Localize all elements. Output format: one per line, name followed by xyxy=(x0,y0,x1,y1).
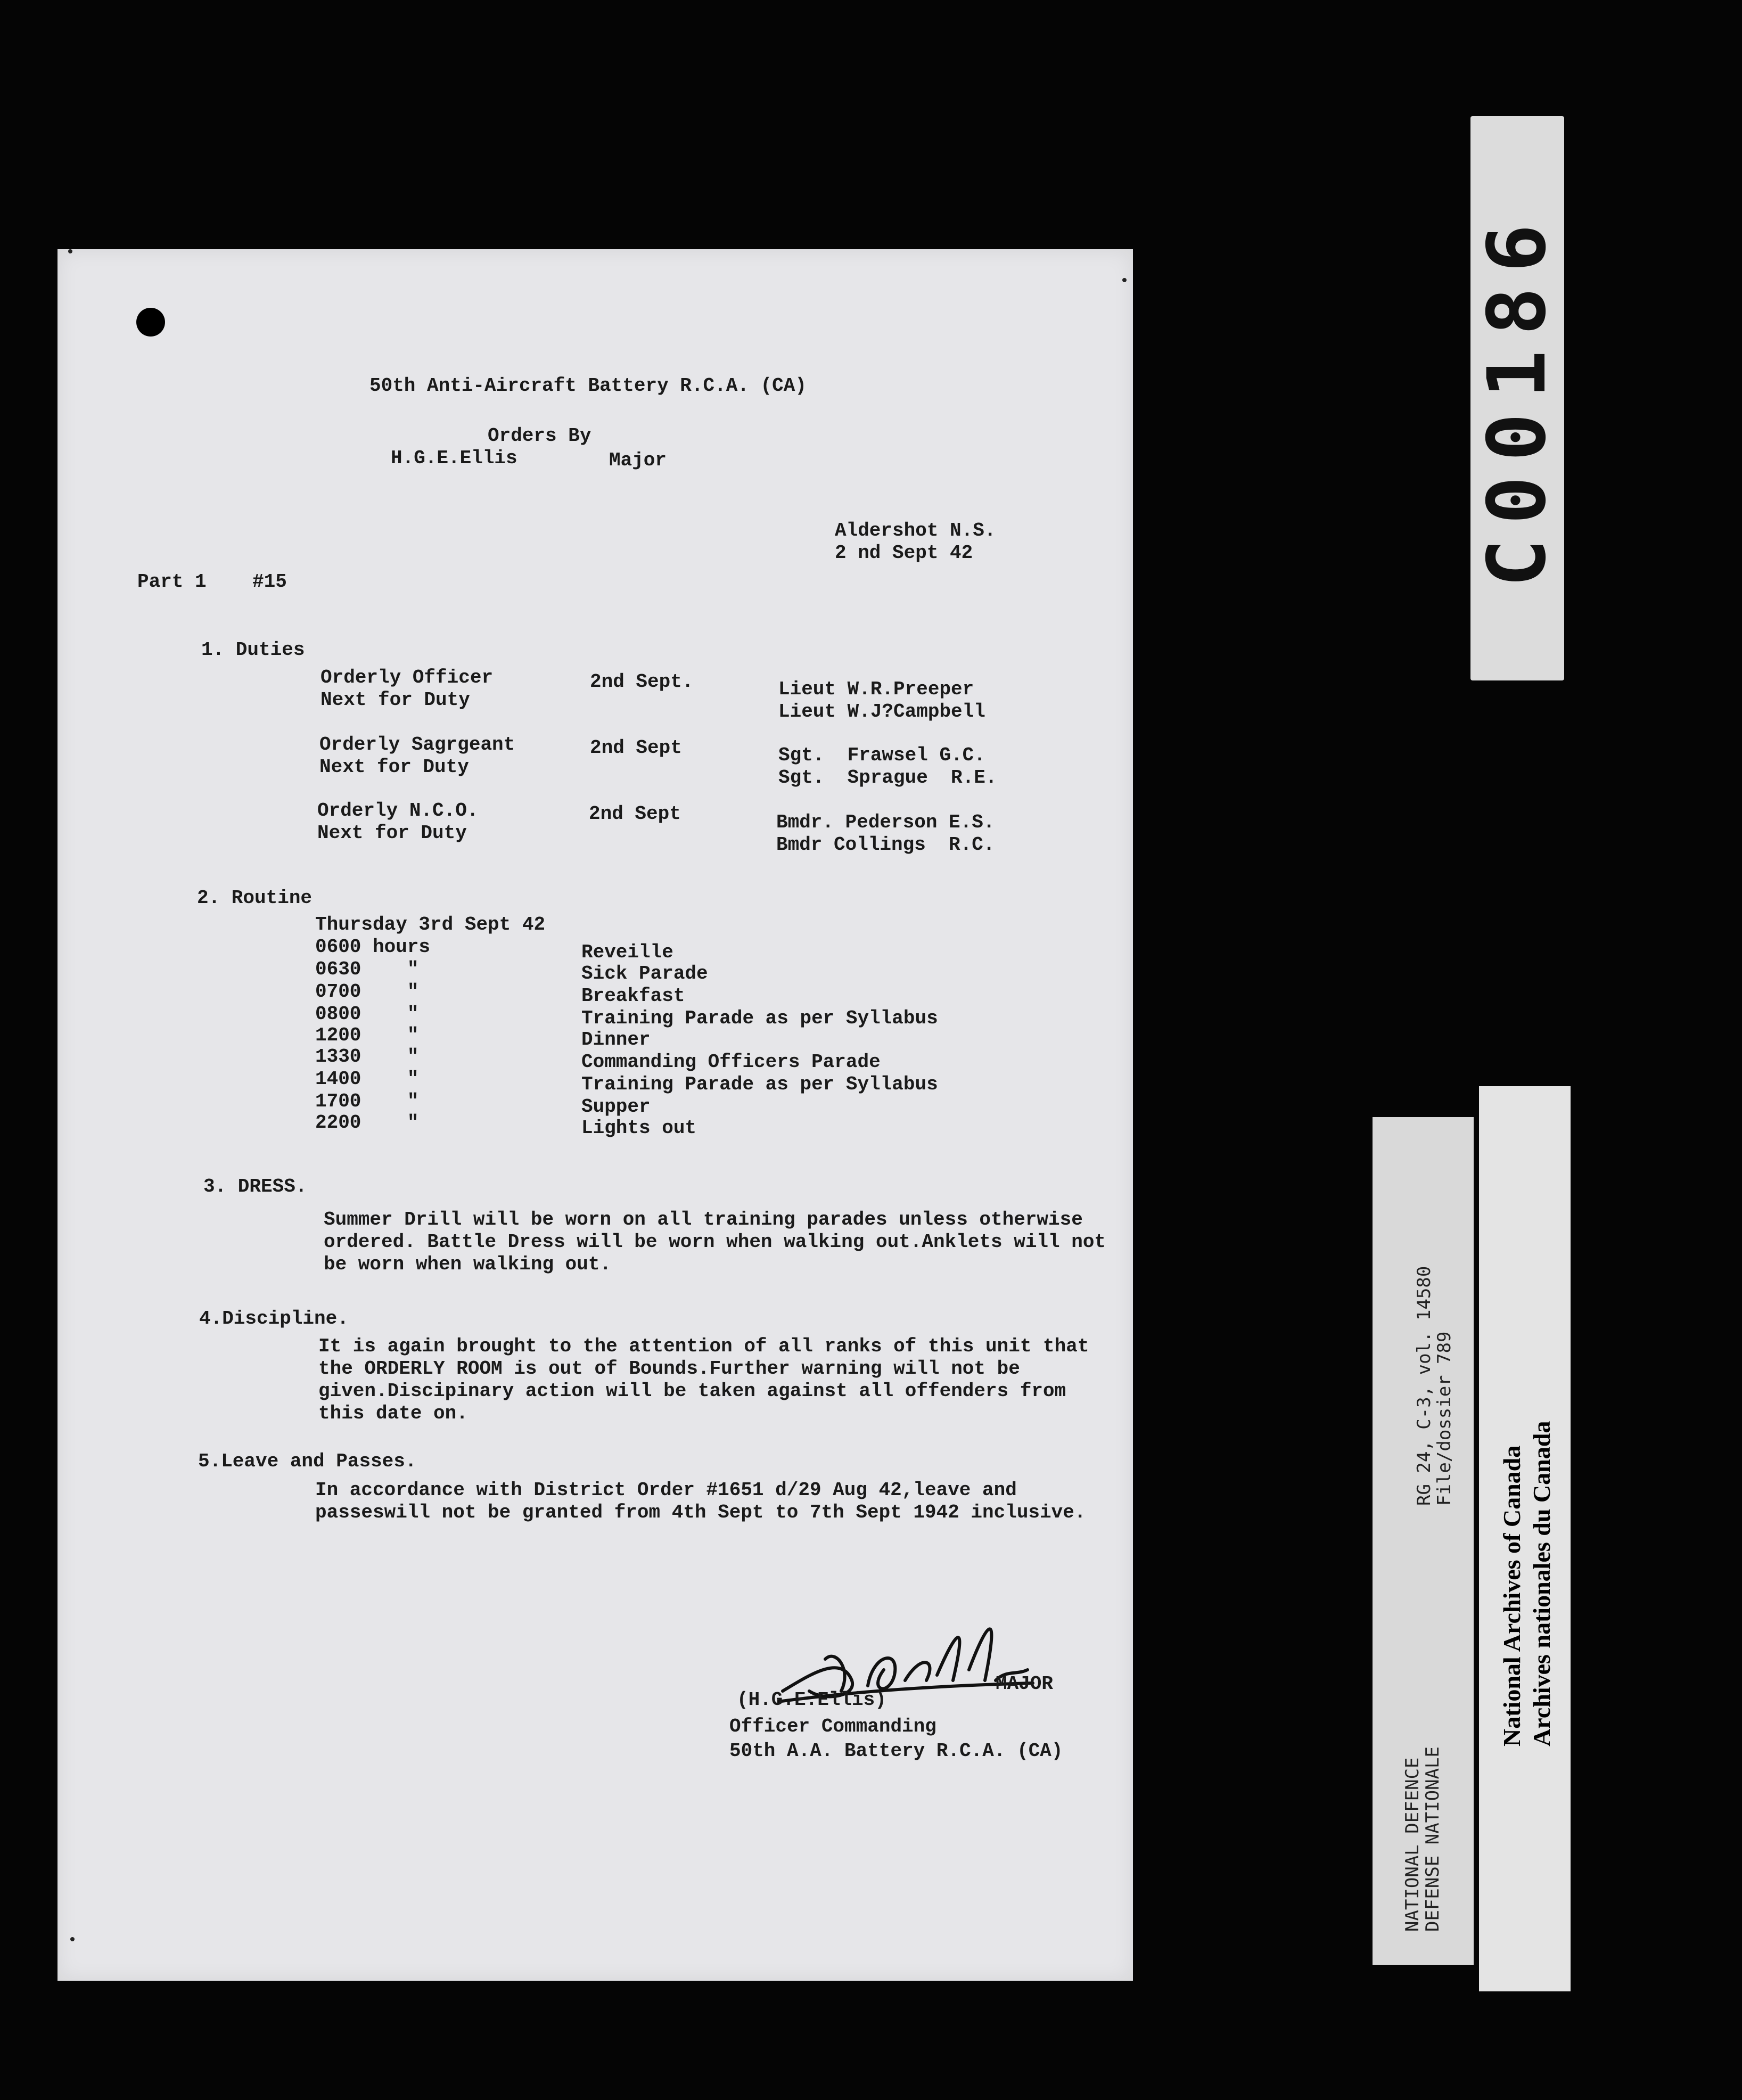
duty-role: Next for Duty xyxy=(321,689,470,711)
duty-date: 2nd Sept. xyxy=(590,671,694,693)
routine-time: 0700 " xyxy=(315,981,419,1003)
part-number: Part 1 #15 xyxy=(137,571,287,593)
signature-title: Officer Commanding xyxy=(729,1716,936,1737)
dept-fr: DEFENSE NATIONALE xyxy=(1422,1746,1443,1932)
duty-role: Next for Duty xyxy=(317,822,467,844)
routine-time: 2200 " xyxy=(315,1112,419,1134)
dept-en: NATIONAL DEFENCE xyxy=(1402,1757,1423,1932)
routine-time: 1330 " xyxy=(315,1046,419,1068)
unit-title: 50th Anti-Aircraft Battery R.C.A. (CA) xyxy=(369,375,807,397)
routine-event: Sick Parade xyxy=(581,963,708,985)
routine-heading: 2. Routine xyxy=(197,887,313,909)
routine-time: 0600 hours xyxy=(315,936,431,958)
frame-number-strip xyxy=(1470,116,1564,680)
routine-event: Reveille xyxy=(581,941,673,963)
officer-name: H.G.E.Ellis xyxy=(391,447,517,469)
punch-hole xyxy=(136,308,165,337)
location: Aldershot N.S. xyxy=(835,520,996,542)
signature-unit: 50th A.A. Battery R.C.A. (CA) xyxy=(729,1740,1063,1762)
duty-name: Sgt. Frawsel G.C. xyxy=(778,744,985,766)
duties-heading: 1. Duties xyxy=(201,639,305,661)
leave-text: In accordance with District Order #1651 d/29 Aug 42,leave and passeswill not be granted from 4th Sept to 7th Sept 1942 inclusive. xyxy=(315,1479,1086,1523)
routine-time: 1700 " xyxy=(315,1090,419,1112)
document-page xyxy=(57,249,1133,1981)
routine-event: Supper xyxy=(581,1096,651,1118)
discipline-text: It is again brought to the attention of all ranks of this unit that the ORDERLY ROOM is out of Bounds.Further warning will not be given.Discipinary action will be taken against all offenders from this date on. xyxy=(318,1335,1089,1424)
duty-name: Sgt. Sprague R.E. xyxy=(778,767,997,789)
routine-event: Commanding Officers Parade xyxy=(581,1051,881,1073)
signature-rank: MAJOR xyxy=(996,1673,1054,1695)
routine-time: 1200 " xyxy=(315,1024,419,1046)
duty-name: Lieut W.J?Campbell xyxy=(778,701,985,723)
speck xyxy=(70,1937,75,1941)
routine-event: Training Parade as per Syllabus xyxy=(581,1007,938,1029)
duty-role: Orderly Officer xyxy=(321,667,494,688)
officer-rank: Major xyxy=(609,449,667,471)
routine-day: Thursday 3rd Sept 42 xyxy=(315,914,546,936)
archive-name-fr: Archives nationales du Canada xyxy=(1528,1421,1555,1746)
discipline-heading: 4.Discipline. xyxy=(199,1308,349,1330)
frame-number: C00186 xyxy=(1471,209,1564,587)
routine-event: Breakfast xyxy=(581,985,685,1007)
dress-heading: 3. DRESS. xyxy=(203,1176,307,1197)
order-date: 2 nd Sept 42 xyxy=(835,542,973,564)
duty-role: Orderly N.C.O. xyxy=(317,800,479,822)
file-ref-1: RG 24, C-3, vol. 14580 xyxy=(1414,1266,1435,1506)
archives-label xyxy=(1479,1086,1571,1991)
archive-name-en: National Archives of Canada xyxy=(1498,1445,1525,1746)
duty-role: Next for Duty xyxy=(319,756,469,778)
orders-by: Orders By xyxy=(488,425,591,447)
routine-time: 0630 " xyxy=(315,958,419,980)
speck xyxy=(68,249,72,253)
file-reference-label xyxy=(1373,1117,1474,1965)
duty-name: Lieut W.R.Preeper xyxy=(778,678,974,700)
duty-date: 2nd Sept xyxy=(589,803,681,825)
duty-date: 2nd Sept xyxy=(590,737,682,759)
file-ref-2: File/dossier 789 xyxy=(1434,1331,1455,1506)
speck xyxy=(1122,278,1127,282)
leave-heading: 5.Leave and Passes. xyxy=(198,1450,417,1472)
signature-name: (H.G.E.Ellis) xyxy=(737,1689,886,1711)
duty-name: Bmdr. Pederson E.S. xyxy=(776,811,995,833)
duty-name: Bmdr Collings R.C. xyxy=(776,834,995,856)
routine-event: Lights out xyxy=(581,1117,697,1139)
duty-role: Orderly Sagrgeant xyxy=(319,734,515,756)
routine-time: 1400 " xyxy=(315,1068,419,1090)
routine-event: Training Parade as per Syllabus xyxy=(581,1073,938,1095)
routine-time: 0800 " xyxy=(315,1003,419,1025)
routine-event: Dinner xyxy=(581,1029,651,1051)
dress-text: Summer Drill will be worn on all training parades unless otherwise ordered. Battle Dress will be worn when walking out.Anklets will not be worn when walking out. xyxy=(324,1209,1106,1275)
